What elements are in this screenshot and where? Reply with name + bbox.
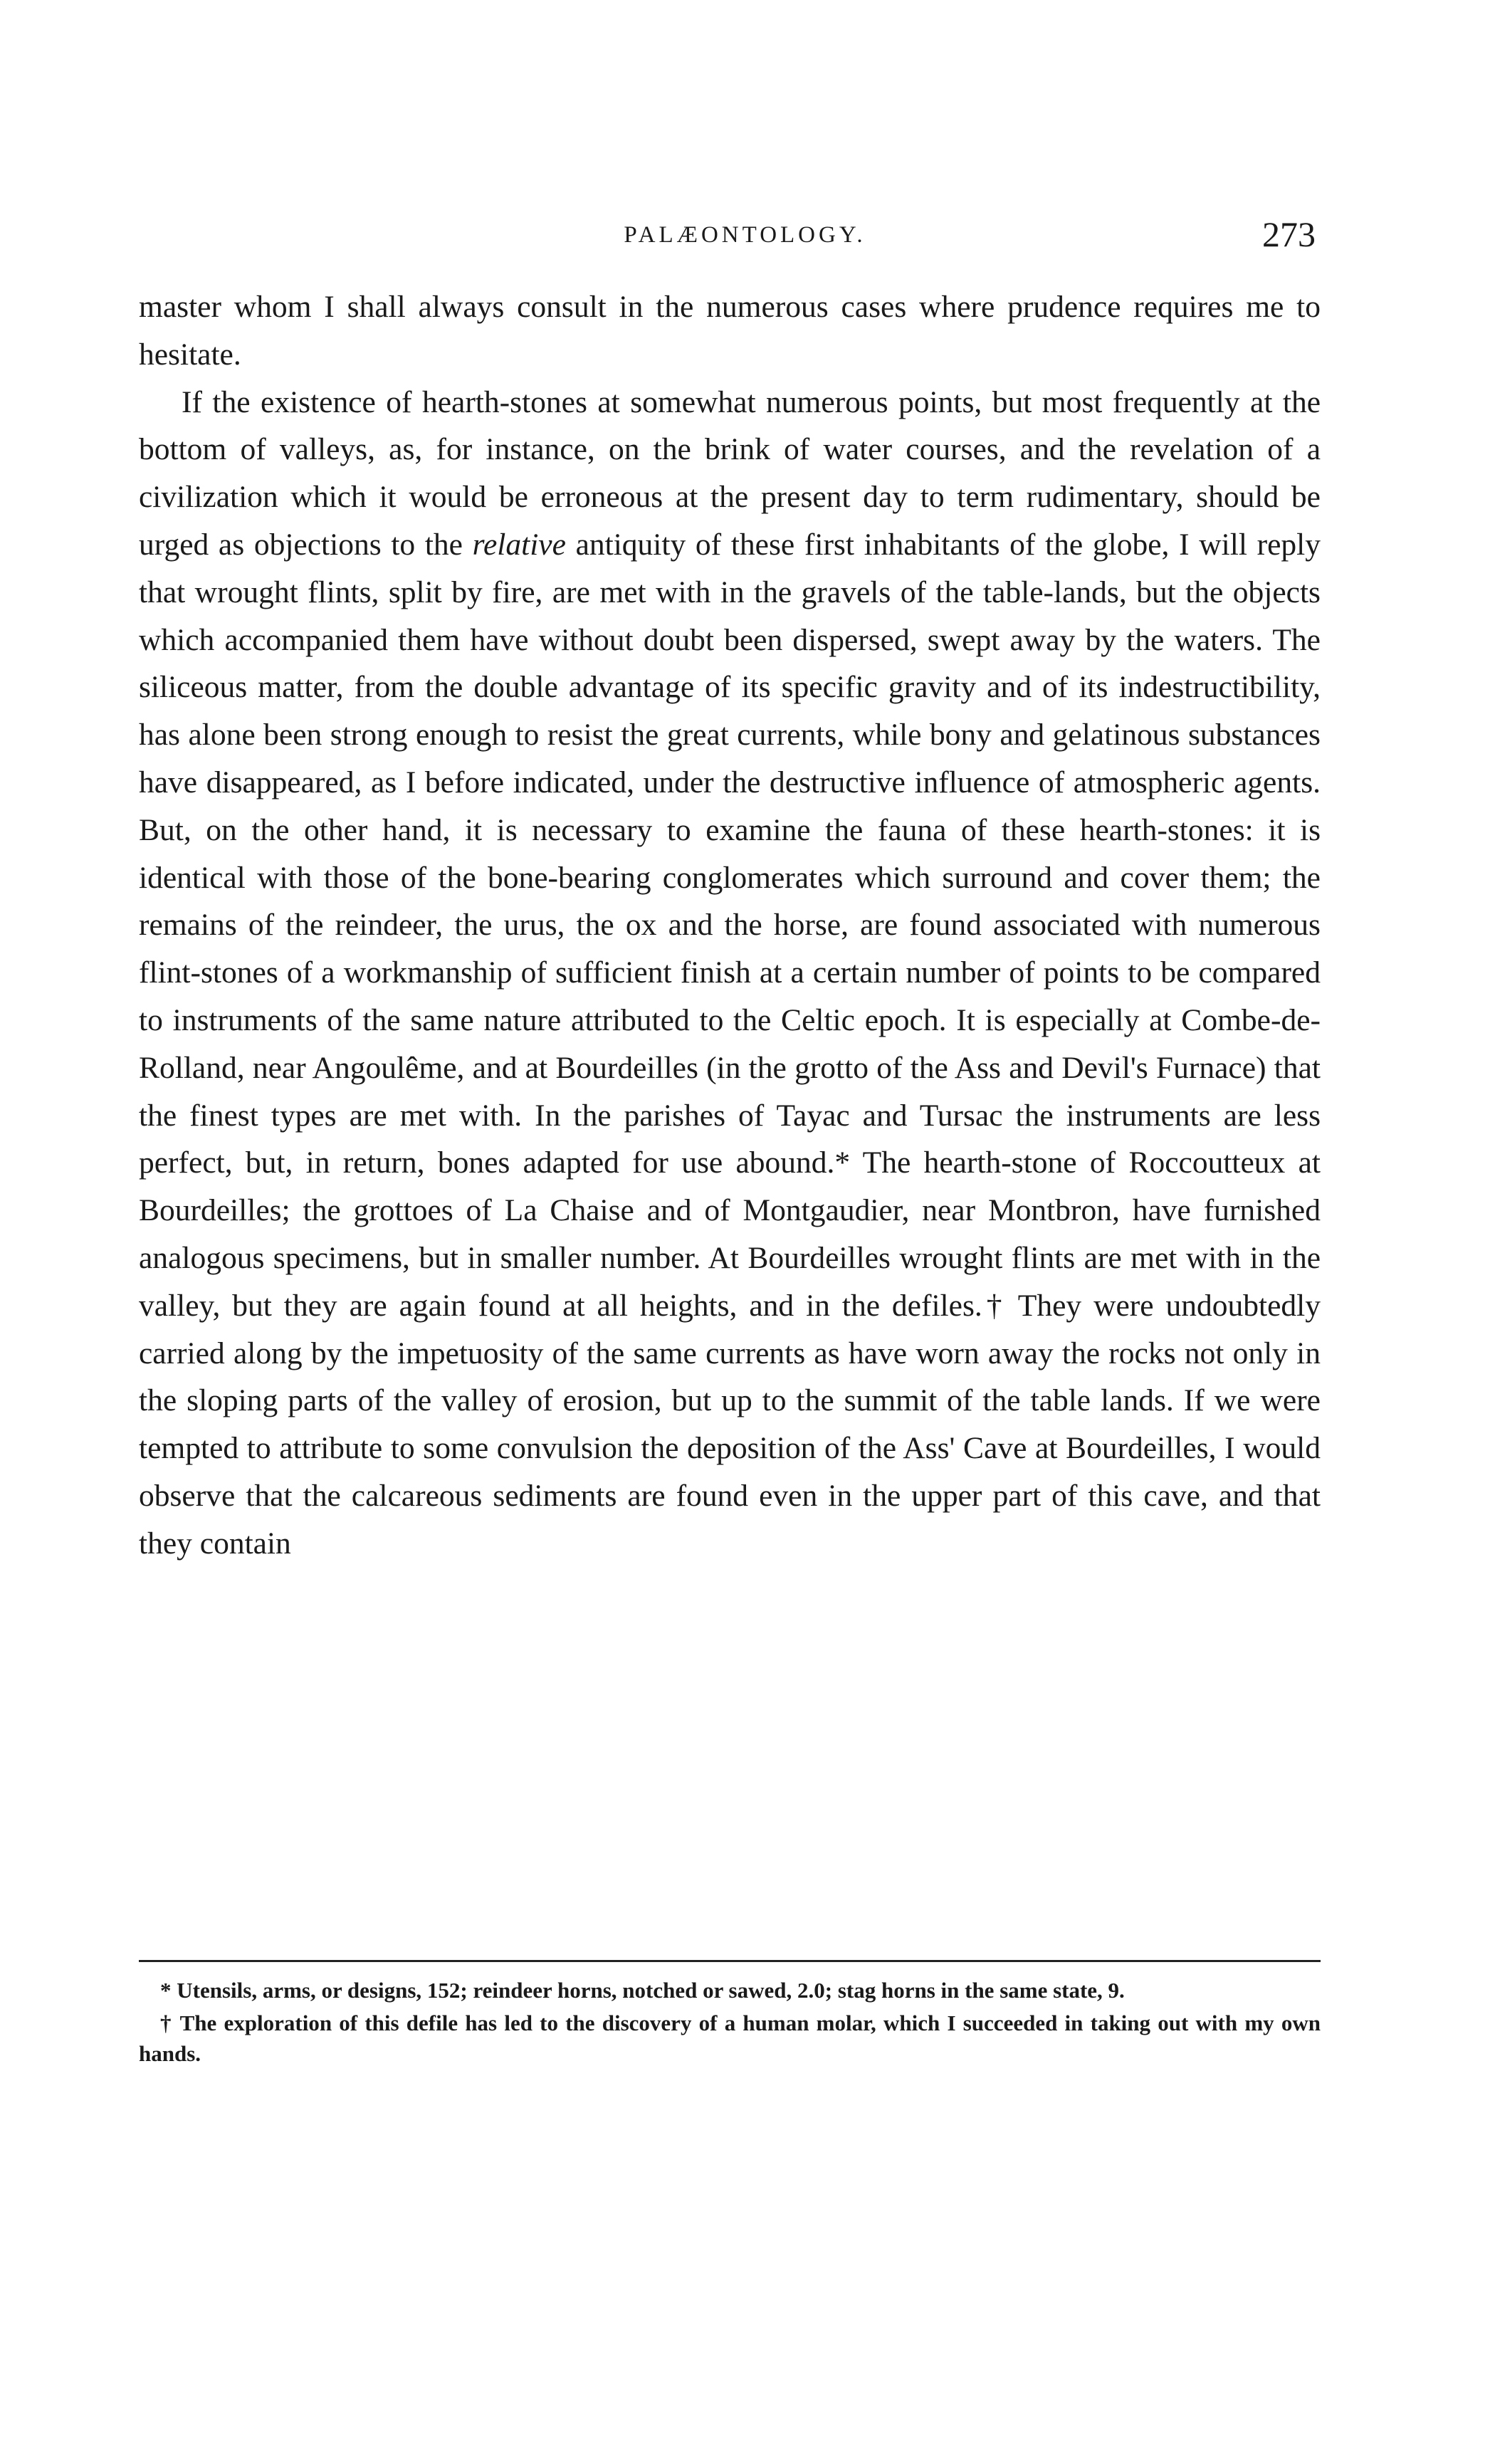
emphasis-relative: relative (472, 527, 566, 562)
footnotes (139, 1975, 1321, 2071)
footnote-1: * Utensils, arms, or designs, 152; reindeer horns, notched or sawed, 2.0; stag horns in the same state, 9. (160, 1978, 1125, 2003)
paragraph-main (139, 379, 1321, 1568)
page-number: 273 (1262, 214, 1316, 254)
footnote-2: † The exploration of this defile has led to the discovery of a human molar, which I succeeded in taking out with my own hands. (139, 2010, 1321, 2066)
footnote-rule (139, 1960, 1321, 1962)
paragraph-main-start: If the existence of hearth-stones at somewhat numerous points, but most frequently at the bottom of valleys, as, for instance, on the brink of water courses, and the revelation of a civilization which it would be erroneous at the present day to term rudimentary, should be urged as objections to the (139, 384, 1321, 562)
paragraph-main-rest: antiquity of these first inhabitants of the globe, I will reply that wrought flints, split by fire, are met with in the gravels of the table-lands, but the objects which accompanied them have without doubt been dispersed, swept away by the waters. The siliceous matter, from the double advantage of its specific gravity and of its indestructibility, has alone been strong enough to resist the great currents, while bony and gelatinous substances have disappeared, as I before indicated, under the destructive influence of atmospheric agents. But, on the other hand, it is necessary to examine the fauna of these hearth-stones: it is identical with those of the bone-bearing conglomerates which surround and cover them; the remains of the reindeer, the urus, the ox and the horse, are found associated with numerous flint-stones of a workmanship of sufficient finish at a certain number of points to be compared to instruments of the same nature attributed to the Celtic epoch. It is especially at Combe-de-Rolland, near Angoulême, and at Bourdeilles (in the grotto of the Ass and Devil's Furnace) that the finest types are met with. In the parishes of Tayac and Tursac the instruments are less perfect, but, in return, bones adapted for use abound.* The hearth-stone of Roccoutteux at Bourdeilles; the grottoes of La Chaise and of Montgaudier, near Montbron, have furnished analogous specimens, but in smaller number. At Bourdeilles wrought flints are met with in the valley, but they are again found at all heights, and in the defiles.† They were undoubtedly carried along by the impetuosity of the same currents as have worn away the rocks not only in the sloping parts of the valley of erosion, but up to the summit of the table lands. If we were tempted to attribute to some convulsion the deposition of the Ass' Cave at Bourdeilles, I would observe that the calcareous sediments are found even in the upper part of this cave, and that they contain (139, 527, 1321, 1561)
running-title: PALÆONTOLOGY. (624, 222, 866, 248)
running-head (0, 214, 1490, 271)
body-text (139, 283, 1321, 1568)
paragraph-continued: master whom I shall always consult in the numerous cases where prudence requires me to hesitate. (139, 290, 1321, 372)
